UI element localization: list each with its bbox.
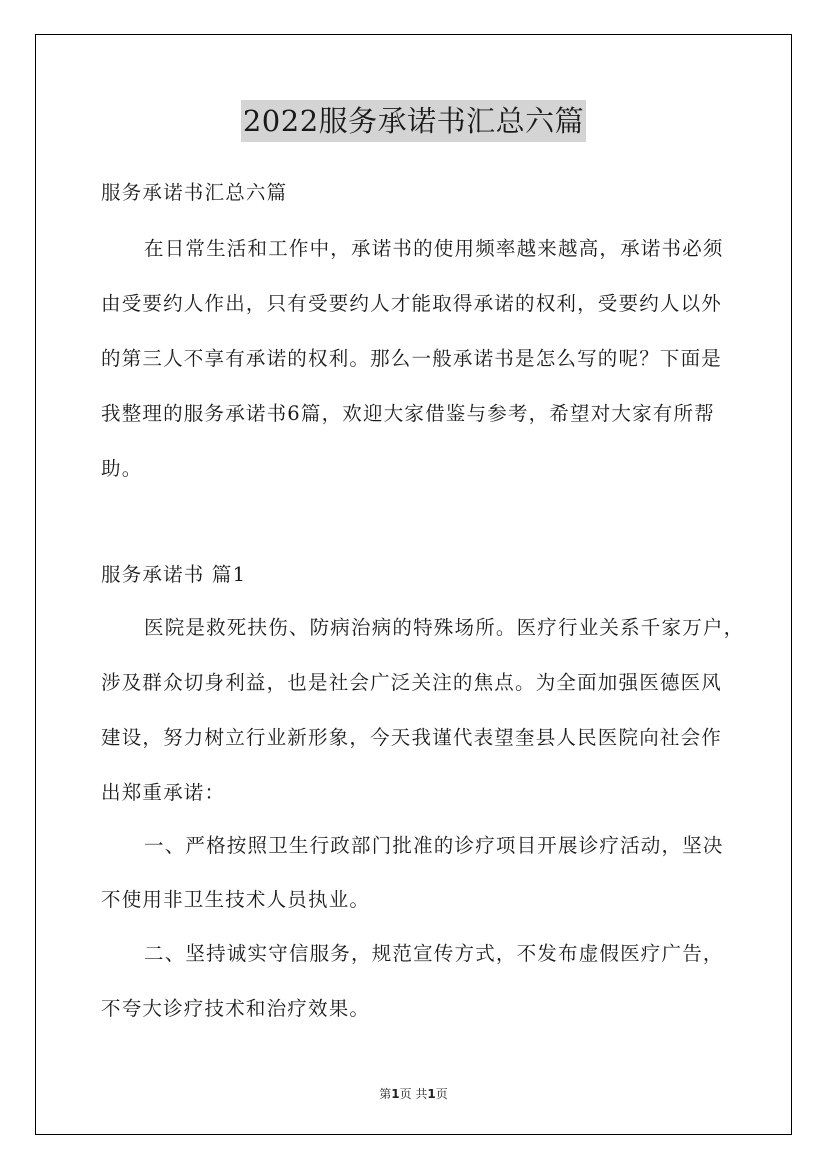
paragraph-line: 在日常生活和工作中，承诺书的使用频率越来越高，承诺书必须 (144, 237, 724, 260)
footer-prefix: 第 (379, 1087, 392, 1101)
paragraph-line: 建设，努力树立行业新形象，今天我谨代表望奎县人民医院向社会作 (101, 726, 723, 749)
paragraph-line: 医院是救死扶伤、防病治病的特殊场所。医疗行业关系千家万户， (144, 616, 745, 639)
paragraph-line: 涉及群众切身利益，也是社会广泛关注的焦点。为全面加强医德医风 (101, 671, 723, 694)
paragraph-line: 我整理的服务承诺书6篇，欢迎大家借鉴与参考，希望对大家有所帮 (101, 402, 715, 425)
footer-page-number: 1 (391, 1087, 400, 1101)
paragraph-line: 由受要约人作出，只有受要约人才能取得承诺的权利，受要约人以外 (101, 292, 723, 315)
footer-total-pages: 1 (427, 1087, 436, 1101)
paragraph-line: 一、严格按照卫生行政部门批准的诊疗项目开展诊疗活动，坚决 (144, 834, 724, 857)
paragraph-line: 二、坚持诚实守信服务，规范宣传方式，不发布虚假医疗广告， (144, 942, 724, 965)
page-footer (0, 1085, 827, 1102)
paragraph-line: 不使用非卫生技术人员执业。 (101, 888, 371, 911)
paragraph-line: 助。 (101, 457, 143, 480)
section-heading: 服务承诺书 篇1 (101, 563, 247, 586)
paragraph-line: 出郑重承诺： (101, 781, 226, 804)
document-title (0, 100, 827, 142)
paragraph-line: 的第三人不享有承诺的权利。那么一般承诺书是怎么写的呢？下面是 (101, 347, 723, 370)
paragraph-line: 不夸大诊疗技术和治疗效果。 (101, 997, 371, 1020)
footer-middle: 页 共 (399, 1087, 428, 1101)
section-heading: 服务承诺书汇总六篇 (101, 181, 288, 204)
footer-suffix: 页 (435, 1087, 448, 1101)
document-title-text: 2022服务承诺书汇总六篇 (241, 100, 586, 142)
